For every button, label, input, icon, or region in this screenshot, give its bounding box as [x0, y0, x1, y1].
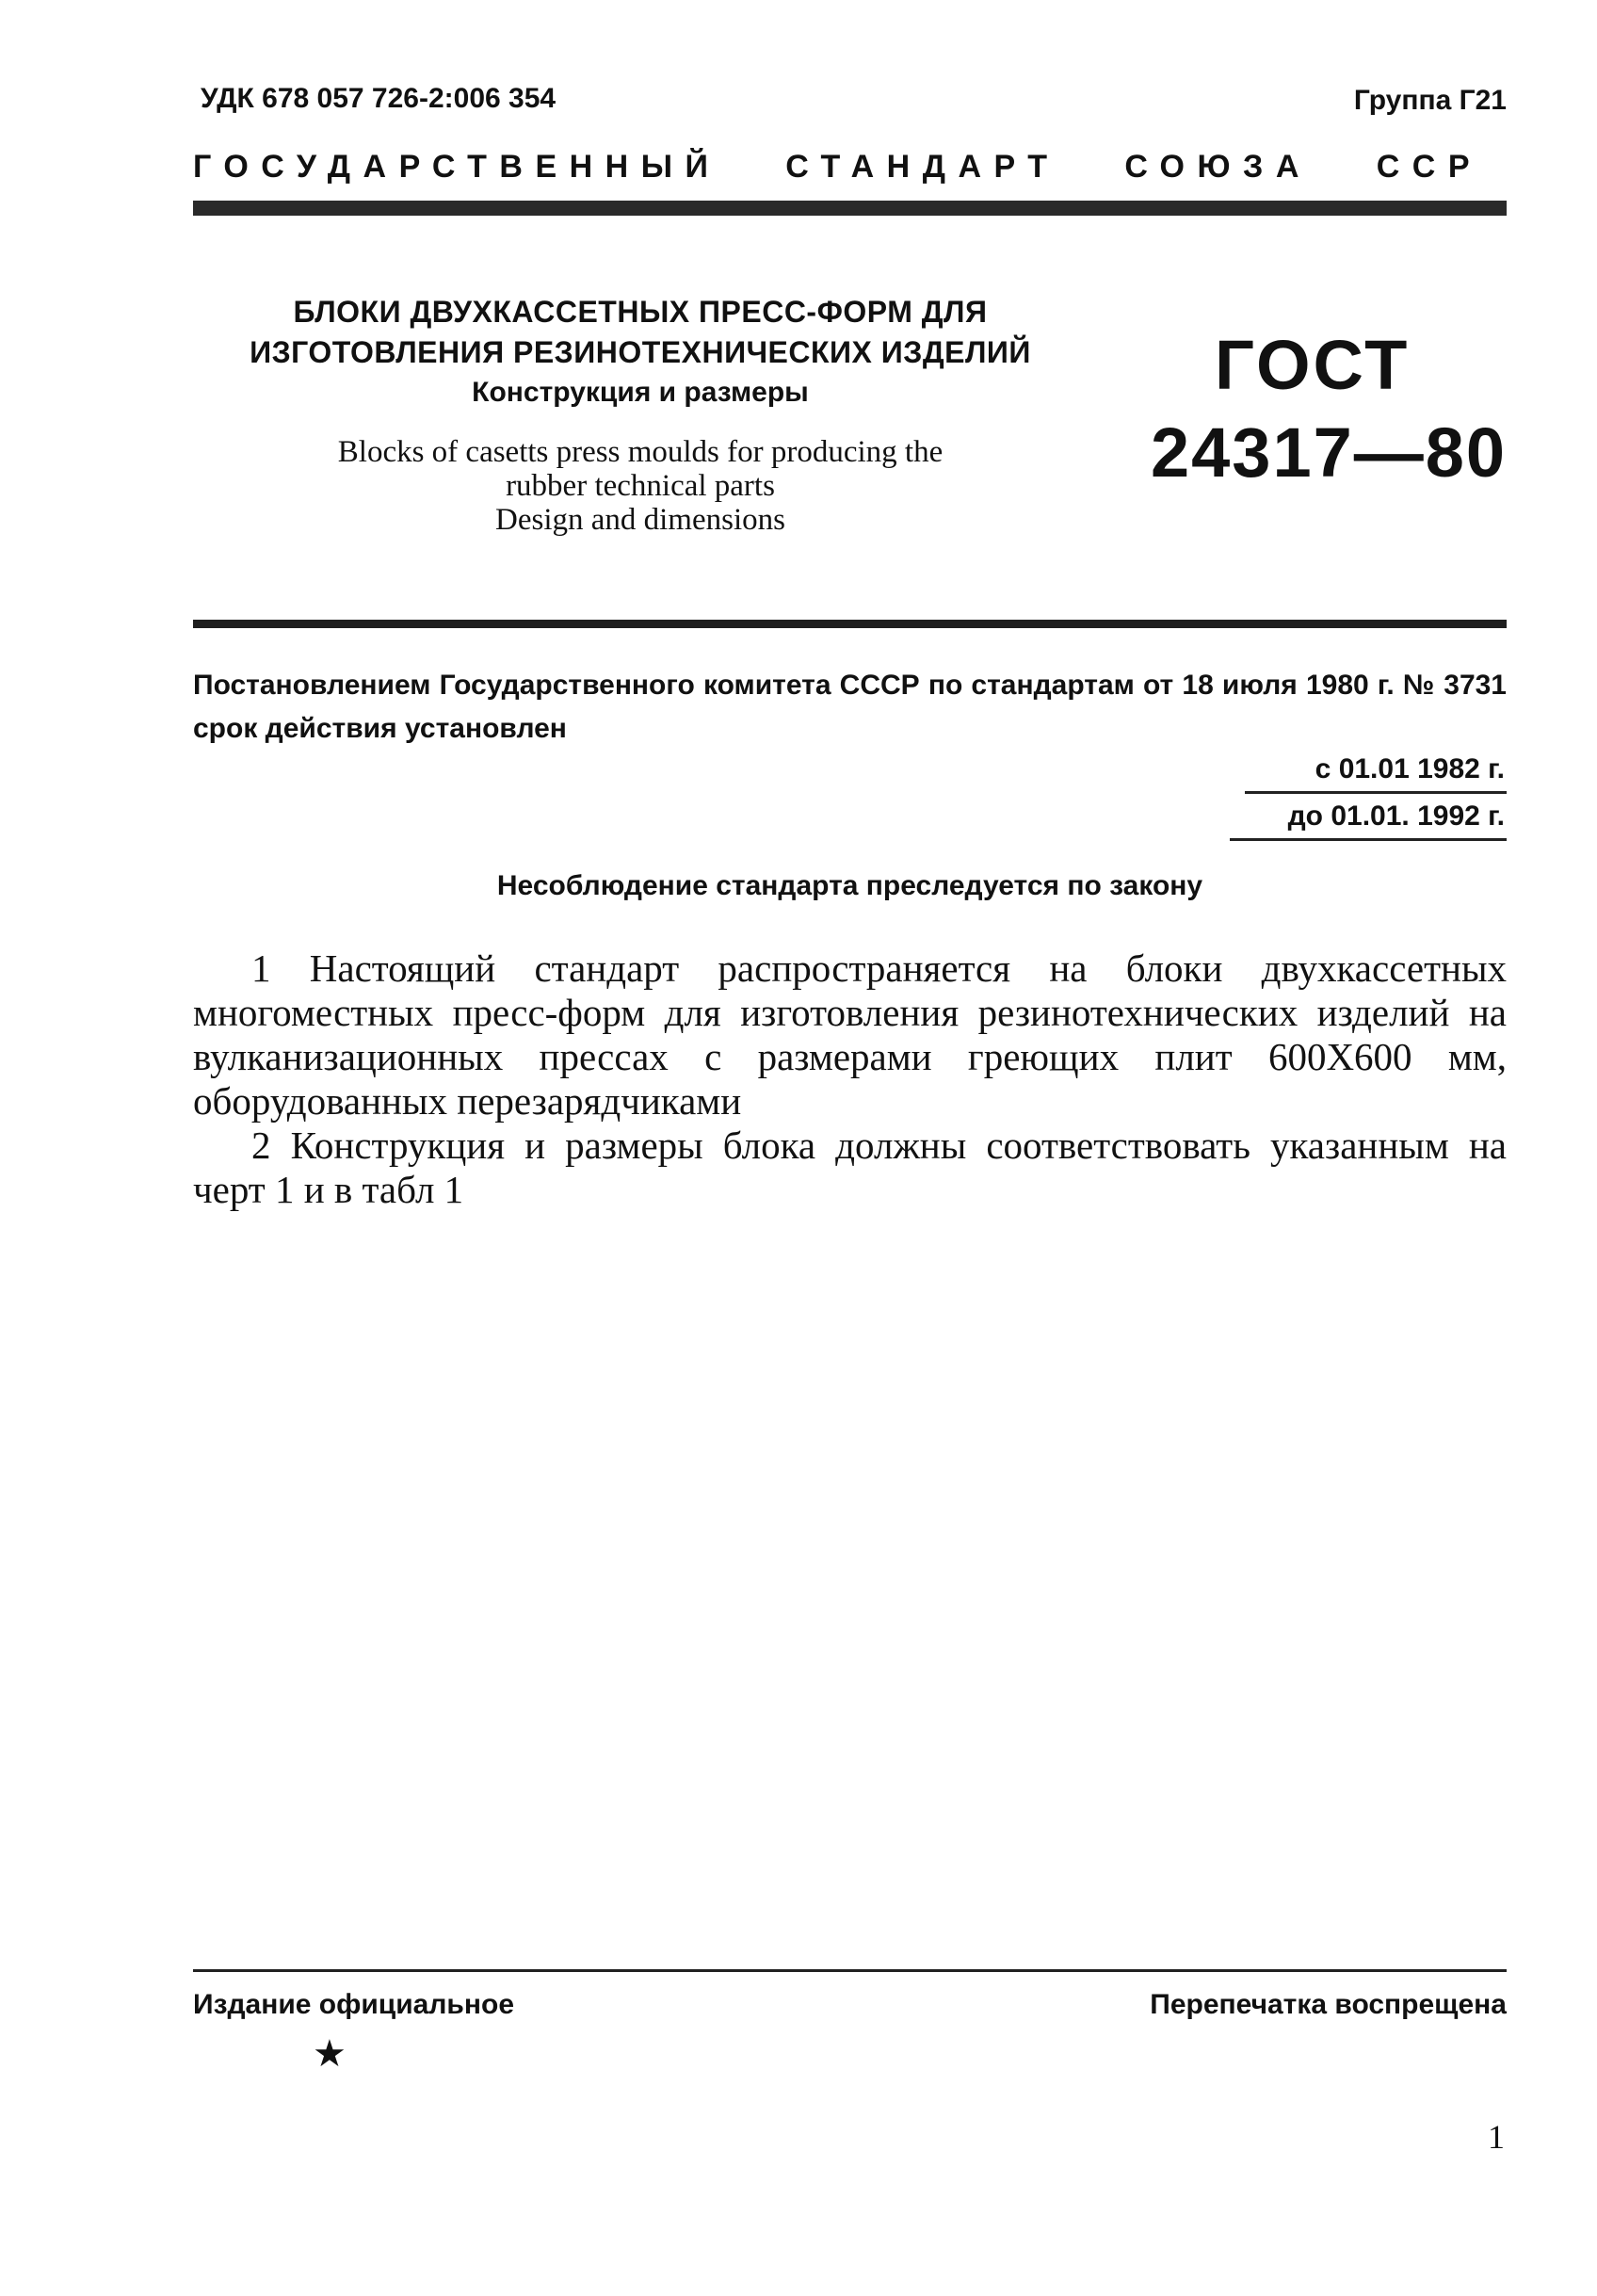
english-title-line-2: rubber technical parts: [506, 469, 775, 503]
paragraph-2: 2 Конструкция и размеры блока должны соответствовать указанным на черт 1 и в табл 1: [193, 1124, 1507, 1211]
document-title: [217, 292, 1064, 537]
state-standard-header: ГОСУДАРСТВЕННЫЙ СТАНДАРТ СОЮЗА ССР: [193, 149, 1483, 185]
decree-text: Постановлением Государственного комитета СССР по стандартам от 18 июля 1980 г. № 3731 срок действия установлен: [193, 670, 1507, 744]
header-rule: [193, 201, 1507, 216]
footer-rule: [193, 1969, 1507, 1972]
valid-to-date: до 01.01. 1992 г.: [1287, 800, 1505, 832]
valid-from-date: с 01.01 1982 г.: [1315, 753, 1505, 784]
title-line-1: БЛОКИ ДВУХКАССЕТНЫХ ПРЕСС-ФОРМ ДЛЯ: [293, 295, 988, 329]
gost-label: ГОСТ: [1215, 326, 1411, 404]
reprint-prohibited-label: Перепечатка воспрещена: [1150, 1989, 1507, 2020]
valid-to-rule: [1230, 838, 1507, 841]
group-code: Группа Г21: [1353, 85, 1507, 116]
gost-number: 24317—80: [1151, 413, 1508, 492]
page-number: 1: [1488, 2118, 1505, 2156]
title-subtitle: Конструкция и размеры: [472, 377, 809, 408]
paragraph-1: 1 Настоящий стандарт распространяется на блоки двухкассетных многоместных пресс-форм для изготовления резинотехнических изделий на вулканизационных прессах с размерами греющих плит 600Х600 мм, оборудованных перезарядчиками: [193, 946, 1507, 1123]
body-text: [193, 946, 1507, 1212]
valid-from-rule: [1245, 791, 1507, 794]
udk-code: УДК 678 057 726-2:006 354: [201, 83, 557, 114]
official-edition-label: Издание официальное: [193, 1989, 515, 2020]
star-icon: ★: [313, 2033, 347, 2075]
english-title-line-1: Blocks of casetts press moulds for producing the: [337, 435, 944, 469]
title-line-2: ИЗГОТОВЛЕНИЯ РЕЗИНОТЕХНИЧЕСКИХ ИЗДЕЛИЙ: [250, 335, 1031, 369]
legal-notice: Несоблюдение стандарта преследуется по закону: [496, 870, 1203, 901]
english-title-line-3: Design and dimensions: [495, 503, 785, 537]
english-title: [217, 435, 1064, 537]
title-rule: [193, 620, 1507, 628]
